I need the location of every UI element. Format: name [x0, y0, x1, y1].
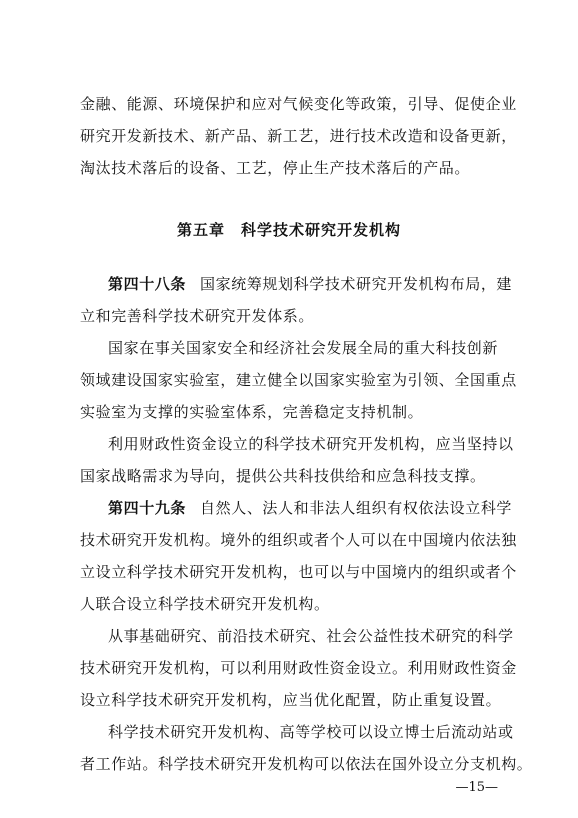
chapter-heading: 第五章 科学技术研究开发机构: [176, 221, 401, 239]
article-49-first-line: [108, 498, 538, 518]
body-text-line: 国家在事关国家安全和经济社会发展全局的重大科技创新: [108, 339, 499, 357]
body-text-line: 利用财政性资金设立的科学技术研究开发机构，应当坚持以: [108, 435, 514, 453]
body-text: 国家统筹规划科学技术研究开发机构布局，建: [200, 275, 513, 293]
body-text-line: 金融、能源、环境保护和应对气候变化等政策，引导、促使企业: [80, 95, 517, 113]
body-text-line: 研究开发新技术、新产品、新工艺，进行技术改造和设备更新，: [80, 127, 517, 145]
body-text-line: 领域建设国家实验室，建立健全以国家实验室为引领、全国重点: [80, 371, 517, 389]
article-number: 第四十九条: [108, 499, 187, 517]
body-text-line: 实验室为支撑的实验室体系，完善稳定支持机制。: [80, 403, 424, 421]
article-number: 第四十八条: [108, 275, 187, 293]
body-text-line: 设立科学技术研究开发机构，应当优化配置，防止重复设置。: [80, 691, 502, 709]
body-text-line: 立和完善科学技术研究开发体系。: [80, 307, 315, 325]
body-text-line: 人联合设立科学技术研究开发机构。: [80, 595, 330, 613]
body-text-line: 科学技术研究开发机构、高等学校可以设立博士后流动站或: [108, 723, 514, 741]
body-text-line: 从事基础研究、前沿技术研究、社会公益性技术研究的科学: [108, 627, 514, 645]
body-text: 自然人、法人和非法人组织有权依法设立科学: [200, 499, 513, 517]
body-text-line: 立设立科学技术研究开发机构，也可以与中国境内的组织或者个: [80, 563, 517, 581]
body-text-line: 技术研究开发机构。境外的组织或者个人可以在中国境内依法独: [80, 531, 517, 549]
body-text-line: 国家战略需求为导向，提供公共科技供给和应急科技支撑。: [80, 467, 486, 485]
page-number: —15—: [455, 780, 498, 795]
article-48-first-line: [108, 274, 538, 294]
body-text-line: 淘汰技术落后的设备、工艺，停止生产技术落后的产品。: [80, 159, 471, 177]
body-text-line: 技术研究开发机构，可以利用财政性资金设立。利用财政性资金: [80, 659, 517, 677]
body-text-line: 者工作站。科学技术研究开发机构可以依法在国外设立分支机构。: [80, 755, 533, 773]
